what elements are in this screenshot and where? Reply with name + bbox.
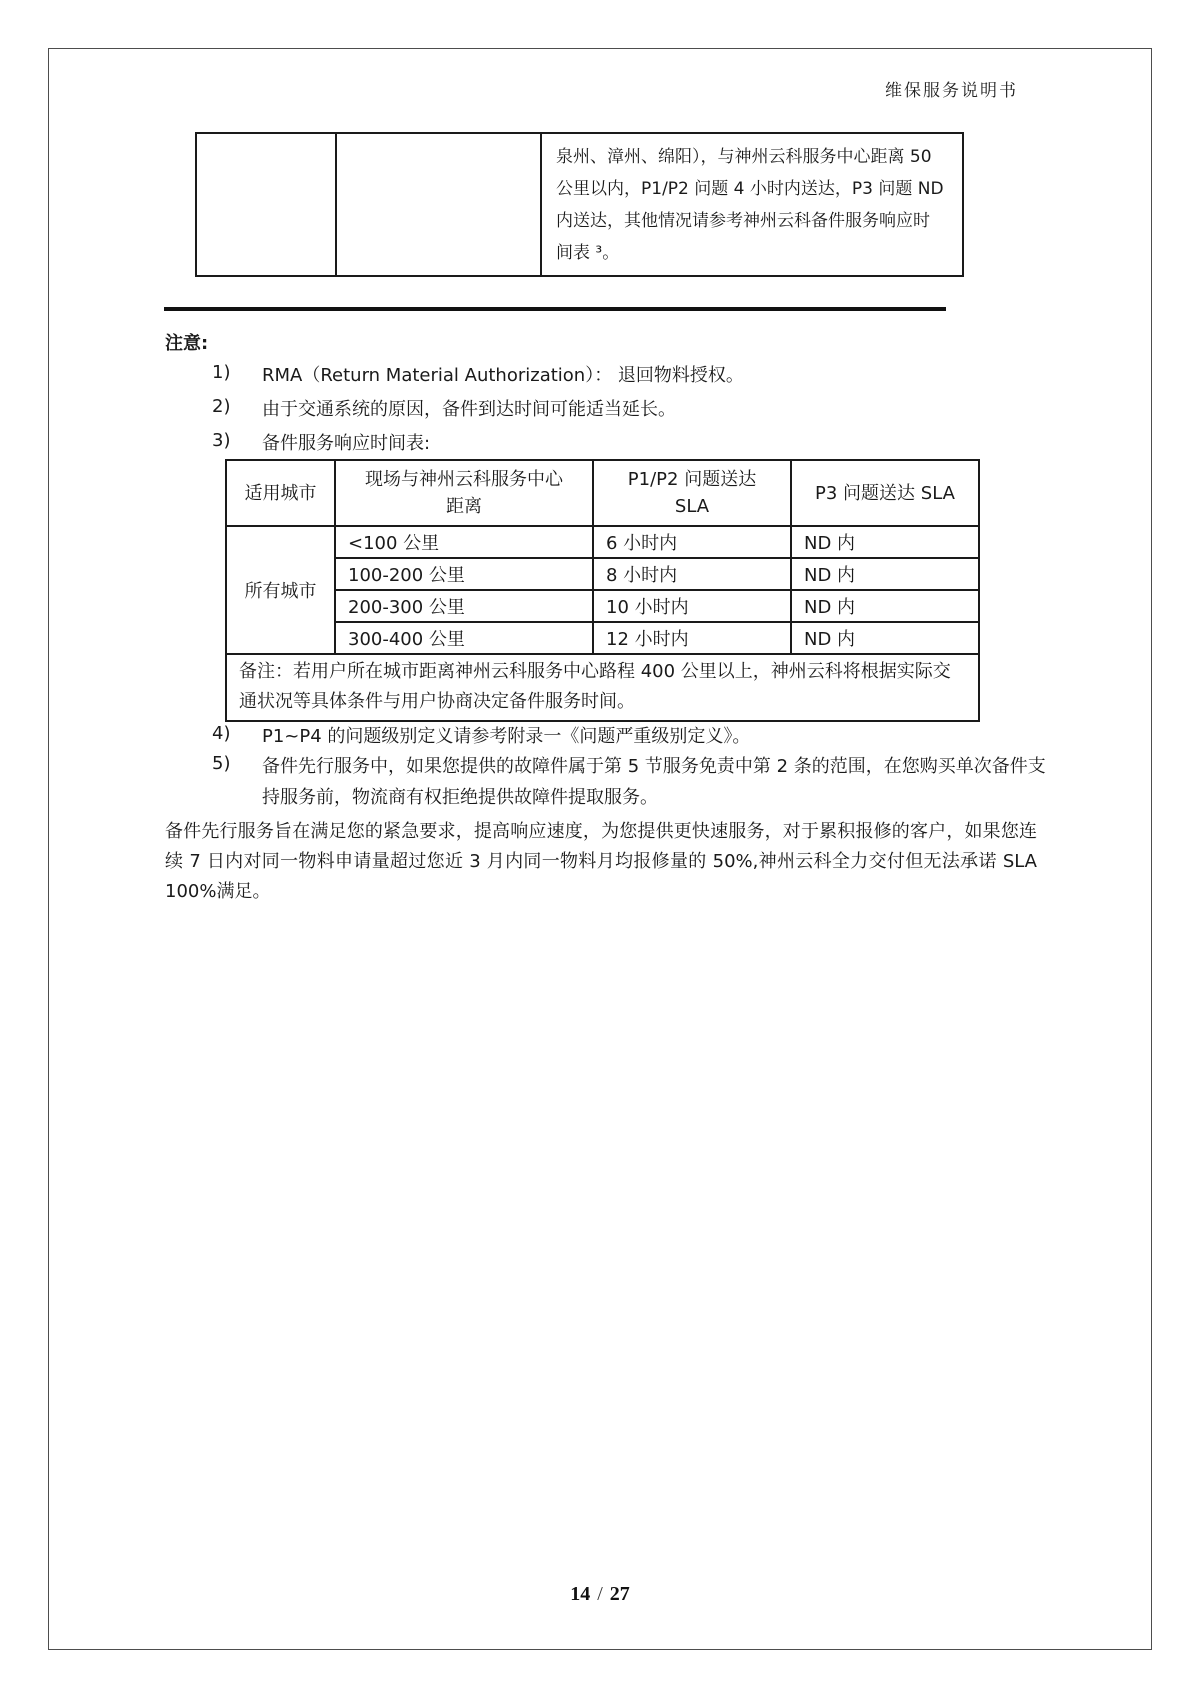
continued-table [195, 132, 964, 277]
cell-text-line: 间表 ³。 [556, 243, 620, 263]
sla-note-cell: 备注：若用户所在城市距离神州云科服务中心路程 400 公里以上，神州云科将根据实际交通状况等具体条件与用户协商决定备件服务时间。 [226, 654, 979, 721]
header-line: SLA [674, 496, 710, 517]
notice-heading: 注意: [165, 333, 209, 354]
sla-distance-cell: 300-400 公里 [335, 622, 593, 654]
page-footer [0, 1583, 1200, 1606]
list-number: 2) [212, 396, 231, 417]
sla-p3-cell: ND 内 [791, 590, 979, 622]
sla-distance-cell: 100-200 公里 [335, 558, 593, 590]
sla-p12-cell: 12 小时内 [593, 622, 791, 654]
sla-distance-cell: <100 公里 [335, 526, 593, 558]
notice-item-4 [212, 721, 1057, 752]
sla-p12-cell: 6 小时内 [593, 526, 791, 558]
sla-distance-cell: 200-300 公里 [335, 590, 593, 622]
continued-table-empty-cell-1 [196, 133, 336, 276]
list-text: 备件服务响应时间表: [262, 433, 431, 454]
sla-header-p12 [593, 460, 791, 526]
header-line: 距离 [446, 496, 482, 517]
table-row [226, 590, 979, 622]
sla-p12-cell: 8 小时内 [593, 558, 791, 590]
header-line: P1/P2 问题送达 [627, 469, 757, 490]
notice-item-2 [212, 394, 1057, 425]
sla-p3-cell: ND 内 [791, 622, 979, 654]
table-row [226, 558, 979, 590]
notice-item-5 [212, 751, 1057, 813]
cell-text-line: 泉州、漳州、绵阳），与神州云科服务中心距离 50 [556, 147, 932, 167]
sla-p3-cell: ND 内 [791, 558, 979, 590]
table-header-row [226, 460, 979, 526]
header-line: 现场与神州云科服务中心 [365, 469, 563, 490]
cell-text-line: 公里以内，P1/P2 问题 4 小时内送达，P3 问题 ND [556, 179, 944, 199]
sla-p12-cell: 10 小时内 [593, 590, 791, 622]
footer-total-pages: 27 [609, 1583, 630, 1605]
section-divider-rule [164, 307, 946, 311]
sla-p3-cell: ND 内 [791, 526, 979, 558]
table-note-row [226, 654, 979, 721]
continued-table-text-cell [541, 133, 963, 276]
sla-header-distance [335, 460, 593, 526]
list-text: 由于交通系统的原因，备件到达时间可能适当延长。 [262, 399, 676, 420]
continued-table-empty-cell-2 [336, 133, 541, 276]
list-text: RMA（Return Material Authorization）： 退回物料授权。 [262, 365, 744, 386]
list-number: 1) [212, 362, 231, 383]
sla-city-group-cell: 所有城市 [226, 526, 335, 654]
footer-separator: / [597, 1583, 603, 1605]
list-text: P1~P4 的问题级别定义请参考附录一《问题严重级别定义》。 [262, 726, 751, 747]
document-header-title: 维保服务说明书 [885, 81, 1018, 100]
list-text: 备件先行服务中，如果您提供的故障件属于第 5 节服务免责中第 2 条的范围，在您购买单次备件支持服务前，物流商有权拒绝提供故障件提取服务。 [262, 756, 1046, 808]
sla-response-table [225, 459, 980, 722]
closing-paragraph: 备件先行服务旨在满足您的紧急要求，提高响应速度，为您提供更快速服务，对于累积报修的客户，如果您连续 7 日内对同一物料申请量超过您近 3 月内同一物料月均报修量的 50%,神州云科全力交付但无法承诺 SLA 100%满足。 [165, 821, 1037, 902]
sla-header-city: 适用城市 [226, 460, 335, 526]
notice-item-1 [212, 360, 1057, 391]
table-row [226, 526, 979, 558]
footer-page-number: 14 [570, 1583, 591, 1605]
table-row [226, 622, 979, 654]
list-number: 4) [212, 723, 231, 744]
notice-item-3 [212, 428, 1057, 459]
list-number: 3) [212, 430, 231, 451]
table-row [196, 133, 963, 276]
cell-text-line: 内送达，其他情况请参考神州云科备件服务响应时 [556, 211, 930, 231]
list-number: 5) [212, 753, 231, 774]
sla-header-p3: P3 问题送达 SLA [791, 460, 979, 526]
